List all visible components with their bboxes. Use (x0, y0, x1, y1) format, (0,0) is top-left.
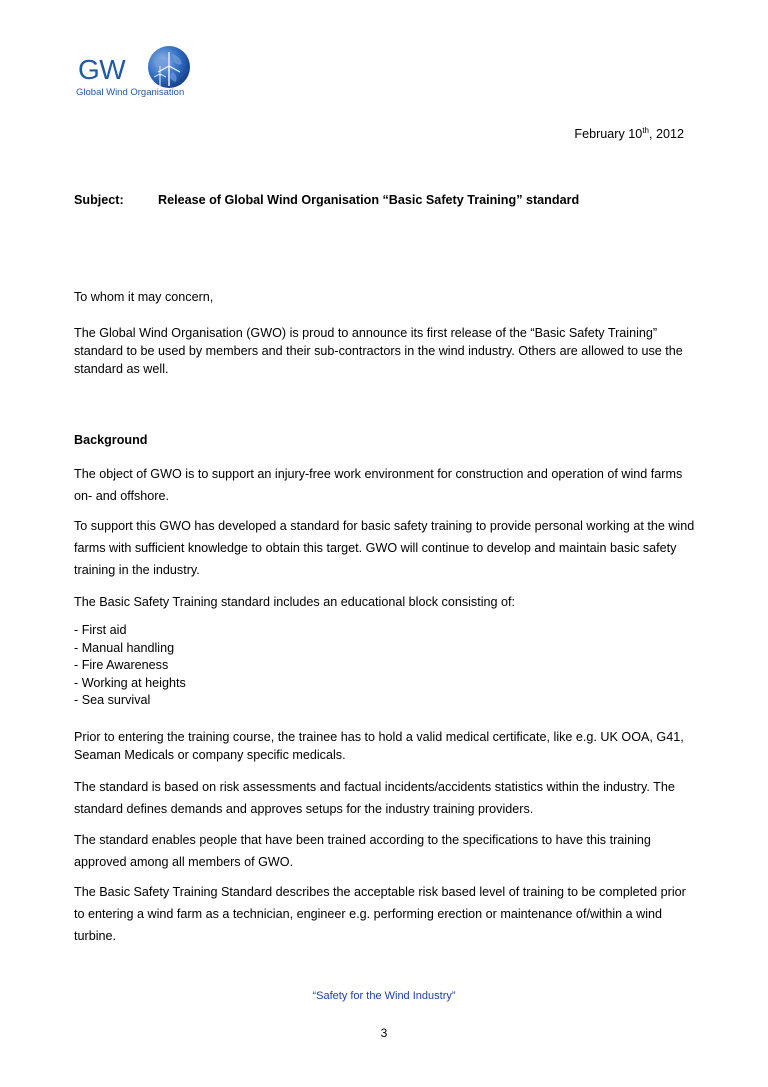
subject-label: Subject: (74, 193, 124, 207)
paragraph-risk: The standard is based on risk assessments and factual incidents/accidents statistics within the industry. The standard defines demands and approves setups for the industry training providers. (74, 780, 675, 816)
list-item: - First aid (74, 623, 127, 637)
paragraph-medical: Prior to entering the training course, the trainee has to hold a valid medical certificate, like e.g. UK OOA, G41, Seaman Medicals or company specific medicals. (74, 730, 684, 762)
logo-name: Global Wind Organisation (76, 87, 185, 98)
date-prefix: February 10 (574, 127, 643, 142)
date-sup: th (642, 126, 649, 135)
list-item: - Manual handling (74, 640, 175, 655)
subject-line (74, 193, 579, 207)
globe-icon (146, 44, 192, 90)
paragraph-approval: The standard enables people that have been trained according to the specifications to have this training approved among all members of GWO. (74, 833, 651, 869)
letter-date (574, 126, 684, 141)
list-item: - Fire Awareness (74, 658, 169, 673)
salutation: To whom it may concern, (74, 290, 214, 304)
background-heading: Background (74, 433, 148, 447)
intro-paragraph: The Global Wind Organisation (GWO) is proud to announce its first release of the “Basic Safety Training” standard to be used by members and their sub-contractors in the wind industry. Others are allowed to use the standard as well. (74, 326, 683, 376)
list-item: - Working at heights (74, 675, 186, 690)
subject-text: Release of Global Wind Organisation “Basic Safety Training” standard (158, 193, 580, 207)
paragraph-objective: The object of GWO is to support an injury-free work environment for construction and operation of wind farms on- and offshore. (74, 467, 683, 503)
gwo-logo (76, 44, 216, 104)
footer-slogan: “Safety for the Wind Industry” (312, 990, 456, 1002)
paragraph-level: The Basic Safety Training Standard describes the acceptable risk based level of training to be completed prior to entering a wind farm as a technician, engineer e.g. performing erection or maintenance of/within a wind turbine. (74, 885, 686, 943)
paragraph-standard: To support this GWO has developed a standard for basic safety training to provide personal working at the wind farms with sufficient knowledge to obtain this target. GWO will continue to develop and maintain basic safety training in the industry. (74, 519, 695, 577)
paragraph-block-intro: The Basic Safety Training standard includes an educational block consisting of: (74, 595, 516, 609)
training-list (74, 622, 186, 710)
date-suffix: , 2012 (648, 127, 684, 142)
page-number: 3 (380, 1026, 388, 1040)
logo-abbr: GW (78, 54, 126, 85)
list-item: - Sea survival (74, 693, 151, 708)
